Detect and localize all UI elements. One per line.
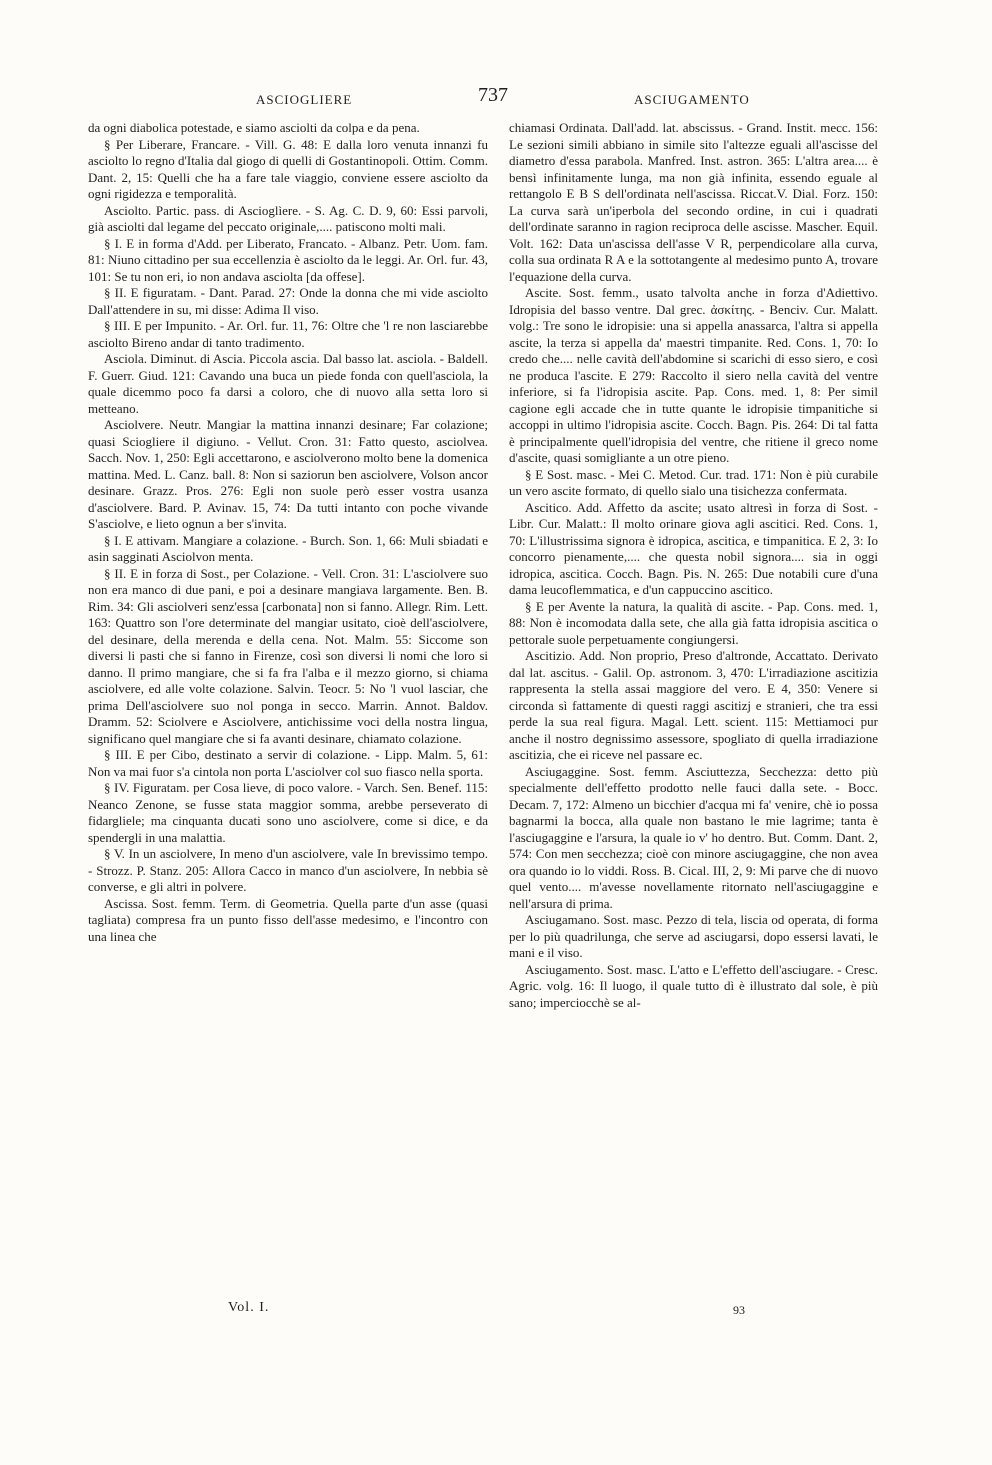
entry-paragraph: Ascissa. Sost. femm. Term. di Geometria. Quella parte d'un asse (quasi tagliata) compresa fra un punto fisso dell'asse medesimo, e l'incontro con una linea che [88,895,488,944]
running-head-right: ASCIUGAMENTO [634,92,750,107]
entry-paragraph: Asciolvere. Neutr. Mangiar la mattina innanzi desinare; Far colazione; quasi Sciogliere il digiuno. - Vellut. Cron. 31: Fatto questo, asciolvea. Sacch. Nov. 1, 250: Egli accettarono, e asciolverono molto bene la domenica mattina. Med. L. Canz. ball. 8: Non si saziorun ben asciolvere, Volson ancor desinare. Grazz. Pros. 276: Egli non suole però esser vostra usanza d'asciolvere. Bard. P. Avinav. 15, 74: Da tutti intanto con poche vivande S'asciolve, e lieto ognun a ber s'invita. [88,417,488,531]
entry-paragraph: § III. E per Cibo, destinato a servir di colazione. - Lipp. Malm. 5, 61: Non va mai fuor s'a cintola non porta L'asciolver col suo fiasco nella sporta. [88,747,488,779]
entry-paragraph: § I. E attivam. Mangiare a colazione. - Burch. Son. 1, 66: Muli sbiadati e asin sagginati Asciolvon menta. [88,532,488,564]
entry-paragraph: Ascitizio. Add. Non proprio, Preso d'altronde, Accattato. Derivato dal lat. ascitus. - Galil. Op. astronom. 3, 470: L'irradiazione ascitizia rappresenta la stella assai maggiore del vero. E 4, 350: Venere si circonda sì fattamente di questi raggi ascitizj e stranieri, che tra essi perde la sua real figura. Magal. Lett. scient. 115: Mettiamoci pur anche il nostro degnissimo assessore, spogliato di quella irradiazione ascitizia, che ei riceve nel passare ec. [509,648,878,762]
entry-paragraph: Asciugaggine. Sost. femm. Asciuttezza, Secchezza: detto più specialmente dell'effetto prodotto nelle fauci dalla sete. - Bocc. Decam. 7, 172: Almeno un bicchier d'acqua mi fa' venire, chè io possa bagnarmi la bocca, alla quale non bastano le mie lagrime; tanta è l'asciugaggine e l'arsura, la quale io v' ho dentro. But. Comm. Dant. 2, 574: Con men secchezza; cioè con minore asciugaggine, che non avea ora quando io lo viddi. Ross. B. Cical. III, 2, 9: Mi parve che di nuovo quel vento.... m'avesse novellamente ritornato nell'asciugaggine e nell'arsura di prima. [509,763,878,911]
entry-paragraph: § E Sost. masc. - Mei C. Metod. Cur. trad. 171: Non è più curabile un vero ascite formato, di quello sialo una tisichezza confermata. [509,466,878,498]
entry-paragraph: Asciugamento. Sost. masc. L'atto e L'effetto dell'asciugare. - Cresc. Agric. volg. 16: Il luogo, il quale tutto dì è illustrato dal sole, è più sano; imperciocchè se al- [509,961,878,1010]
page-number: 737 [478,84,508,106]
signature-number: 93 [733,1303,745,1317]
running-head-left: ASCIOGLIERE [256,92,353,107]
entry-paragraph: Ascitico. Add. Affetto da ascite; usato altresì in forza di Sost. - Libr. Cur. Malatt.: Il molto orinare giova agli ascitici. Red. Cons. 1, 70: L'illustrissima signora è idropica, ascitica, e timpanitica. E 2, 3: Io concorro pienamente,.... che questa nobil signora.... sia in oggi idropica, ascitica. Cocch. Bagn. Pis. N. 265: Due notabili cure d'una dama leucoflemmatica, e d'un cappuccino ascitico. [509,499,878,597]
right-column [509,120,878,1011]
entry-paragraph: § IV. Figuratam. per Cosa lieve, di poco valore. - Varch. Sen. Benef. 115: Neanco Zenone, se fusse stata maggior somma, arebbe perseverato di fidargliele; ma cinquanta ducati sono uno asciolvere, come si dice, e da spendergli in una malattia. [88,780,488,845]
entry-paragraph: § III. E per Impunito. - Ar. Orl. fur. 11, 76: Oltre che 'l re non lasciarebbe asciolto Bireno andar di tanto tradimento. [88,318,488,350]
entry-paragraph: § E per Avente la natura, la qualità di ascite. - Pap. Cons. med. 1, 88: Non è incomodata dalla sete, che alla già fatta idropisia ascitica o pettorale suole perpetuamente congiungersi. [509,598,878,647]
entry-paragraph: § I. E in forma d'Add. per Liberato, Francato. - Albanz. Petr. Uom. fam. 81: Niuno cittadino per sua eccellenzia è asciolto da le leggi. Ar. Orl. fur. 43, 101: Se tu non eri, io non andava asciolta [da offese]. [88,235,488,284]
entry-paragraph: Asciola. Diminut. di Ascia. Piccola ascia. Dal basso lat. asciola. - Baldell. F. Guerr. Giud. 121: Cavando una buca un piede fonda con quell'asciola, la quale dicemmo poco fa darsi a coloro, che di nuovo alla setta loro si metteano. [88,351,488,416]
volume-mark: Vol. I. [228,1300,270,1315]
entry-paragraph: § Per Liberare, Francare. - Vill. G. 48: E dalla loro venuta innanzi fu asciolto lo regno d'Italia dal giogo di quelli di Gostantinopoli. Ottim. Comm. Dant. 2, 15: Quelli che ha a fare tale viaggio, conviene essere asciolto da ogni rigidezza e temporalità. [88,136,488,201]
entry-paragraph: § V. In un asciolvere, In meno d'un asciolvere, vale In brevissimo tempo. - Strozz. P. Stanz. 205: Allora Cacco in manco d'un asciolvere, In nebbia sè converse, e gli altri in polvere. [88,846,488,894]
entry-paragraph: da ogni diabolica potestade, e siamo asciolti da colpa e da pena. [88,120,420,135]
entry-paragraph: § II. E figuratam. - Dant. Parad. 27: Onde la donna che mi vide asciolto Dall'attendere in su, mi disse: Adima Il viso. [88,285,488,317]
entry-paragraph: Ascite. Sost. femm., usato talvolta anche in forza d'Adiettivo. Idropisia del basso ventre. Dal grec. ἀσκίτης. - Benciv. Cur. Malatt. volg.: Tre sono le idropisie: una si appella anassarca, l'altra si appella ascite, la terza si appella da' maestri timpanite. Red. Cons. 1, 70: Io credo che.... nelle cavità dell'abdomine si scarichi di esso siero, e così ne produca l'ascite. E 279: Raccolto il siero nella cavità del ventre inferiore, si fa l'idropisia ascite. Pap. Cons. med. 1, 8: Per simil cagione egli accade che in tutte quante le idropisie timpanitiche si accoppi in ultimo l'idropisia ascite. Cocch. Bagn. Pis. 264: Di tal fatta è principalmente quell'idropisia del ventre, che ritiene il greco nome d'ascite, quasi somigliante a un otre pieno. [509,285,878,465]
entry-paragraph: Asciugamano. Sost. masc. Pezzo di tela, liscia od operata, di forma per lo più quadrilunga, che serve ad asciugarsi, dopo essersi lavati, le mani e il viso. [509,912,878,960]
entry-paragraph: chiamasi Ordinata. Dall'add. lat. abscissus. - Grand. Instit. mecc. 156: Le sezioni simili abbiano in simile sito l'altezze eguali all'ascisse del diametro d'essa parabola. Manfred. Inst. astron. 365: L'altra area.... è bensì infinitamente lunga, ma non già infinita, essendo eguale al rettangolo E B S dell'ordinata nell'ascissa. Riccat.V. Dial. Forz. 150: La curva sarà un'iperbola del secondo ordine, in cui i quadrati dell'ordinate saranno in ragion reciproca delle ascisse. Mascher. Equil. Volt. 162: Data un'ascissa dell'asse V R, perpendicolare alla curva, colla sua ordinata R A e la sottotangente al medesimo punto A, trovare l'equazione della curva. [509,120,878,284]
entry-paragraph: § II. E in forza di Sost., per Colazione. - Vell. Cron. 31: L'asciolvere suo non era manco di due pani, e poi a desinare mangiava largamente. Ben. B. Rim. 34: Gli asciolveri senz'essa [carbonata] non si fanno. Allegr. Rim. Lett. 163: Quattro son l'ore determinate del mangiar usitato, cioè dell'asciolvere, del desinare, della merenda e della cena. Not. Malm. 55: Siccome son diversi li pasti che si fanno in Firenze, così son diversi li nomi che loro si danno. Il primo mangiare, che si fa fra l'alba e il mezzo giorno, si chiama asciolvere, ed alle volte colazione. Salvin. Teocr. 5: No 'l vuol lasciar, che prima Dell'asciolvere suo nol ponga in secco. Marrin. Annot. Baldov. Dramm. 52: Sciolvere e Asciolvere, antichissime voci della nostra lingua, significano quel mangiare che si fa avanti desinare, chiamato colazione. [88,565,488,746]
entry-paragraph: Asciolto. Partic. pass. di Ascioglìere. - S. Ag. C. D. 9, 60: Essi parvoli, già asciolti dal legame del peccato originale,.... patiscono molti mali. [88,202,488,234]
left-column [88,120,488,945]
